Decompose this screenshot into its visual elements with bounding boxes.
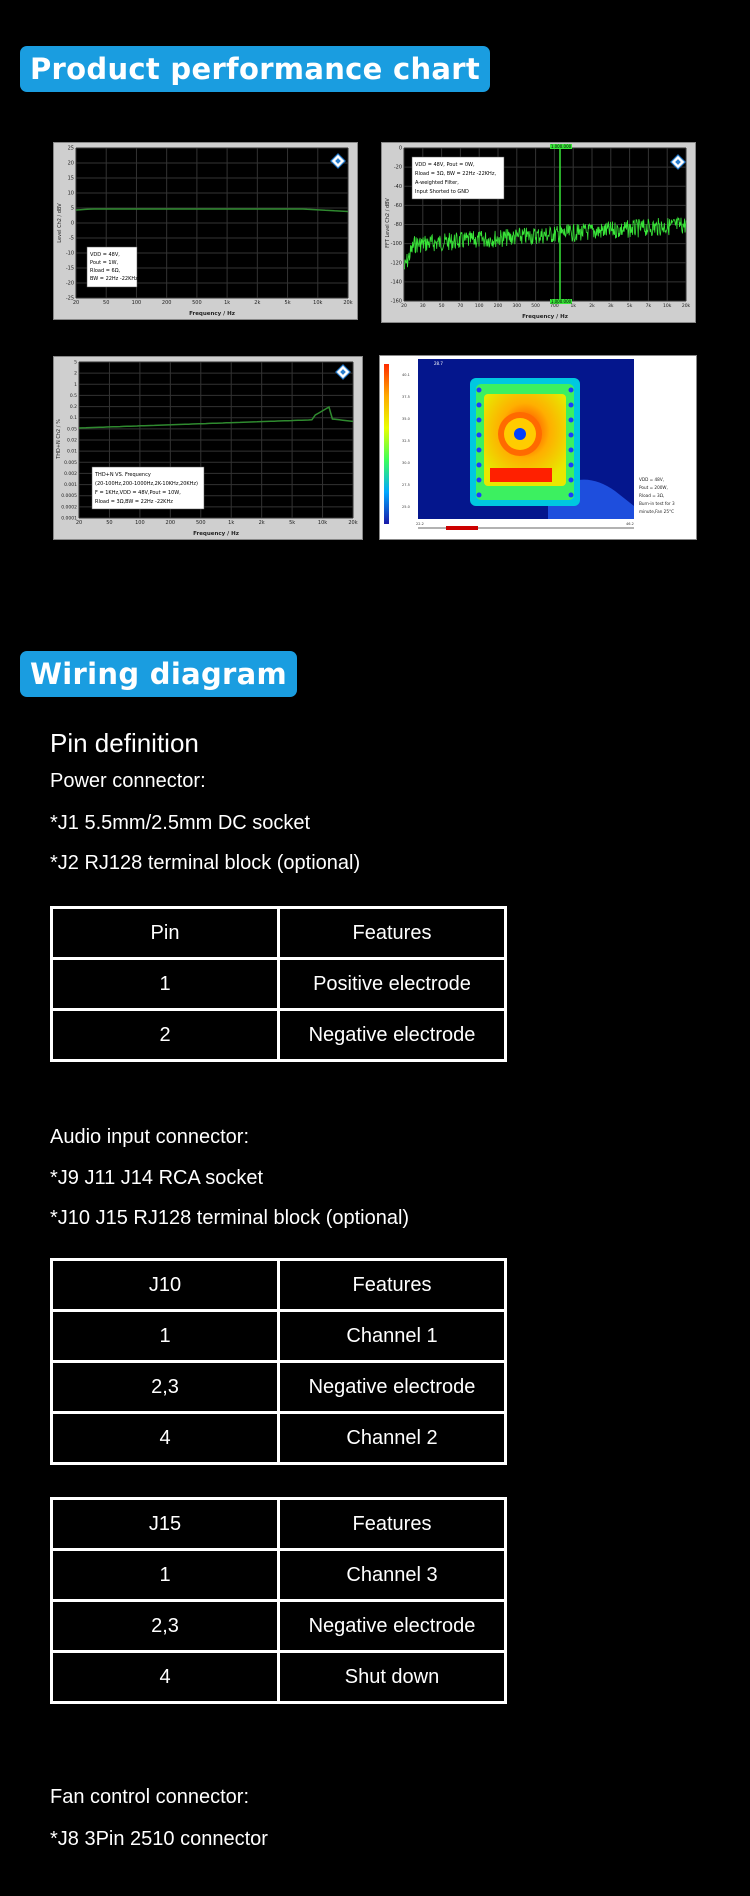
chart3-ytick: 0.01: [66, 449, 77, 455]
chart3-ytick: 5: [74, 360, 77, 366]
chart2-ytick: -20: [393, 164, 402, 171]
table-cell: Negative electrode: [279, 1601, 506, 1652]
performance-heading: Product performance chart: [20, 46, 490, 92]
chart2-xtick: 7k: [645, 304, 652, 309]
thermal-legend-1: VDD = 48V,: [639, 477, 665, 482]
chart2-xtick: 500: [531, 304, 540, 309]
chart3-ytick: 0.002: [64, 471, 77, 477]
chart1-legend-2: Pout = 1W,: [90, 260, 119, 266]
chart2-ytick: -140: [390, 279, 402, 286]
chart3-xtick: 200: [165, 520, 176, 526]
fan-connector-label: Fan control connector:: [50, 1786, 249, 1808]
chart1-ytick: 25: [67, 145, 74, 152]
chart3-ytick: 0.001: [64, 483, 77, 489]
table-row: [52, 1362, 506, 1413]
chart2-xtick: 30: [419, 304, 426, 309]
table-cell: 4: [52, 1652, 279, 1703]
chart2-xtick: 300: [512, 304, 522, 309]
power-pin-table: [50, 906, 507, 1062]
chart3-ytick: 0.05: [66, 427, 77, 433]
chart2-xtick: 2k: [589, 304, 595, 309]
thermal-image: [379, 355, 697, 540]
chart1-xtick: 20: [72, 300, 80, 306]
thd-chart: [53, 356, 363, 540]
chart2-ytick: -100: [390, 241, 402, 248]
table-cell: 1: [52, 1311, 279, 1362]
wiring-heading: Wiring diagram: [20, 651, 297, 697]
chart2-ytick: -40: [393, 183, 402, 190]
chart1-ytick: 15: [67, 175, 74, 182]
thermal-legend-2: Pout = 200W,: [639, 485, 668, 490]
table-header-row: [52, 1260, 506, 1311]
chart1-ytick: -5: [69, 235, 74, 242]
chart1-xtick: 5k: [284, 300, 291, 306]
pin-definition-title: Pin definition: [50, 728, 199, 758]
chart3-ytick: 0.2: [69, 405, 77, 411]
audio-connector-label: Audio input connector:: [50, 1126, 250, 1148]
chart2-legend-4: Input Shorted to GND: [415, 189, 469, 195]
chart3-ytick: 0.02: [66, 438, 77, 444]
chart3-legend-4: Rload = 3Ω,BW = 22Hz -22KHz: [95, 499, 173, 505]
chart1-ytick: 10: [67, 190, 74, 197]
table-row: [52, 1311, 506, 1362]
chart3-xtick: 20k: [348, 520, 358, 526]
chart2-xtick: 50: [438, 304, 445, 309]
chart3-xtick: 500: [196, 520, 206, 526]
table-cell: Negative electrode: [279, 1010, 506, 1061]
chart2-ytick: -60: [393, 202, 402, 209]
table-cell: 4: [52, 1413, 279, 1464]
table-header-cell: Features: [279, 1499, 506, 1550]
table-cell: Channel 1: [279, 1311, 506, 1362]
chart2-xtick: 20k: [681, 304, 691, 309]
thermal-scale-tick: 25.0: [402, 505, 410, 509]
chart3-ylabel: THD+N Ch2 / %: [56, 419, 62, 459]
chart1-ytick: 5: [70, 205, 74, 212]
chart3-xlabel: Frequency / Hz: [193, 531, 239, 537]
chart3-xtick: 1k: [228, 520, 235, 526]
chart1-xlabel: Frequency / Hz: [189, 311, 235, 317]
chart3-ytick: 0.0005: [61, 494, 77, 500]
power-line-2: *J2 RJ128 terminal block (optional): [50, 852, 361, 874]
chart3-xtick: 10k: [317, 520, 328, 526]
chart3-ytick: 2: [74, 371, 77, 377]
table-row: [52, 959, 506, 1010]
chart2-legend-2: Rload = 3Ω, BW = 22Hz -22KHz,: [415, 171, 497, 177]
chart1-ytick: -25: [65, 295, 74, 302]
chart3-legend-2: (20-100Hz,200-1000Hz,2K-10KHz,20KHz): [95, 481, 199, 487]
chart1-legend-3: Rload = 6Ω,: [90, 268, 121, 274]
thermal-legend-4: Burn-in test for 3: [639, 501, 675, 506]
table-header-cell: Pin: [52, 908, 279, 959]
chart3-ytick: 0.0002: [61, 505, 77, 511]
table-cell: Channel 2: [279, 1413, 506, 1464]
table-cell: 1: [52, 959, 279, 1010]
chart1-legend-1: VDD = 48V,: [90, 252, 120, 258]
chart1-xtick: 10k: [313, 300, 323, 306]
chart1-xtick: 500: [192, 300, 202, 306]
chart2-xtick: 200: [493, 304, 503, 309]
chart1-ytick: -10: [65, 250, 74, 257]
chart3-xtick: 5k: [289, 520, 296, 526]
chart2-xtick: 20: [401, 304, 407, 309]
thermal-scale-tick: 35.0: [402, 417, 410, 421]
chart3-xtick: 2k: [258, 520, 265, 526]
chart3-ytick: 0.005: [64, 460, 77, 466]
chart3-ytick: 0.0001: [61, 516, 77, 522]
chart2-legend-3: A-weighted Filter,: [415, 180, 459, 186]
table-cell: Channel 3: [279, 1550, 506, 1601]
chart2-ylabel: FFT Level Ch2 / dBV: [385, 198, 391, 248]
chart2-marker-top: 1.000.000: [550, 144, 572, 149]
chart1-ytick: 20: [67, 160, 74, 167]
audio-line-2: *J10 J15 RJ128 terminal block (optional): [50, 1207, 410, 1229]
table-cell: 2,3: [52, 1601, 279, 1652]
chart2-ytick: -120: [390, 260, 402, 267]
chart1-ylabel: Level Ch2 / dBV: [57, 203, 63, 243]
power-connector-label: Power connector:: [50, 770, 206, 792]
chart3-legend-1: THD+N VS. Frequency: [95, 472, 151, 478]
chart1-ytick: -15: [65, 265, 74, 272]
table-cell: Positive electrode: [279, 959, 506, 1010]
chart1-ytick: -20: [65, 280, 74, 287]
chart3-xtick: 100: [135, 520, 145, 526]
chart3-legend-3: F = 1KHz,VDD = 48V,Pout = 10W,: [95, 490, 181, 496]
table-row: [52, 1413, 506, 1464]
chart3-xtick: 50: [106, 520, 113, 526]
j10-pin-table: [50, 1258, 507, 1465]
power-line-1: *J1 5.5mm/2.5mm DC socket: [50, 812, 311, 834]
table-cell: 2: [52, 1010, 279, 1061]
chart2-xtick: 100: [474, 304, 484, 309]
chart1-ytick: 0: [70, 220, 74, 227]
table-header-cell: J15: [52, 1499, 279, 1550]
fft-noise-chart: [381, 142, 696, 323]
table-cell: 2,3: [52, 1362, 279, 1413]
chart1-xtick: 200: [161, 300, 172, 306]
table-header-cell: Features: [279, 908, 506, 959]
thermal-bar-right: 46.2: [626, 522, 634, 526]
table-row: [52, 1010, 506, 1061]
j15-pin-table: [50, 1497, 507, 1704]
chart1-xtick: 50: [103, 300, 110, 306]
chart3-ytick: 0.5: [69, 393, 77, 399]
chart2-xtick: 10k: [663, 304, 672, 309]
chart2-xlabel: Frequency / Hz: [522, 314, 568, 320]
table-cell: Negative electrode: [279, 1362, 506, 1413]
chart1-xtick: 20k: [343, 300, 353, 306]
table-header-cell: J10: [52, 1260, 279, 1311]
chart3-ytick: 0.1: [69, 416, 77, 422]
chart2-xtick: 5k: [626, 304, 633, 309]
table-row: [52, 1550, 506, 1601]
thermal-bar-left: 22.2: [416, 522, 424, 526]
thermal-scale-tick: 32.5: [402, 439, 410, 443]
table-row: [52, 1601, 506, 1652]
table-row: [52, 1652, 506, 1703]
chart1-xtick: 1k: [224, 300, 231, 306]
chart3-xtick: 20: [75, 520, 83, 526]
audio-line-1: *J9 J11 J14 RCA socket: [50, 1167, 264, 1189]
chart2-xtick: 3k: [608, 304, 614, 309]
chart2-ytick: -80: [393, 222, 402, 228]
chart2-legend-1: VDD = 48V, Pout = 0W,: [415, 162, 475, 168]
thermal-scale-tick: 27.5: [402, 483, 410, 487]
table-cell: Shut down: [279, 1652, 506, 1703]
chart1-legend-4: BW = 22Hz -22KHz: [90, 276, 138, 282]
temperature-scale: [384, 364, 389, 524]
chart1-xtick: 100: [131, 300, 142, 306]
fan-line-1: *J8 3Pin 2510 connector: [50, 1828, 268, 1850]
thermal-scale-tick: 40.1: [402, 373, 410, 377]
chart2-xtick: 70: [457, 304, 464, 309]
chart2-xtick: 700: [550, 304, 559, 309]
chart1-xtick: 2k: [254, 300, 261, 306]
thermal-top-label: 28.7: [434, 361, 443, 366]
chart2-marker-bottom: 1.000.000: [550, 299, 572, 304]
frequency-response-chart: [53, 142, 358, 320]
chart2-ytick: 0: [398, 145, 402, 152]
chart2-xtick: 1k: [570, 304, 576, 309]
table-header-cell: Features: [279, 1260, 506, 1311]
thermal-legend-3: Rload = 3Ω,: [639, 493, 665, 498]
table-header-row: [52, 908, 506, 959]
table-header-row: [52, 1499, 506, 1550]
thermal-scale-tick: 30.0: [402, 461, 410, 465]
thermal-legend-5: minute,Fan 25°C: [639, 509, 675, 514]
table-cell: 1: [52, 1550, 279, 1601]
chart3-ytick: 1: [74, 382, 77, 388]
thermal-scale-tick: 37.5: [402, 395, 410, 399]
chart2-ytick: -160: [390, 298, 402, 305]
